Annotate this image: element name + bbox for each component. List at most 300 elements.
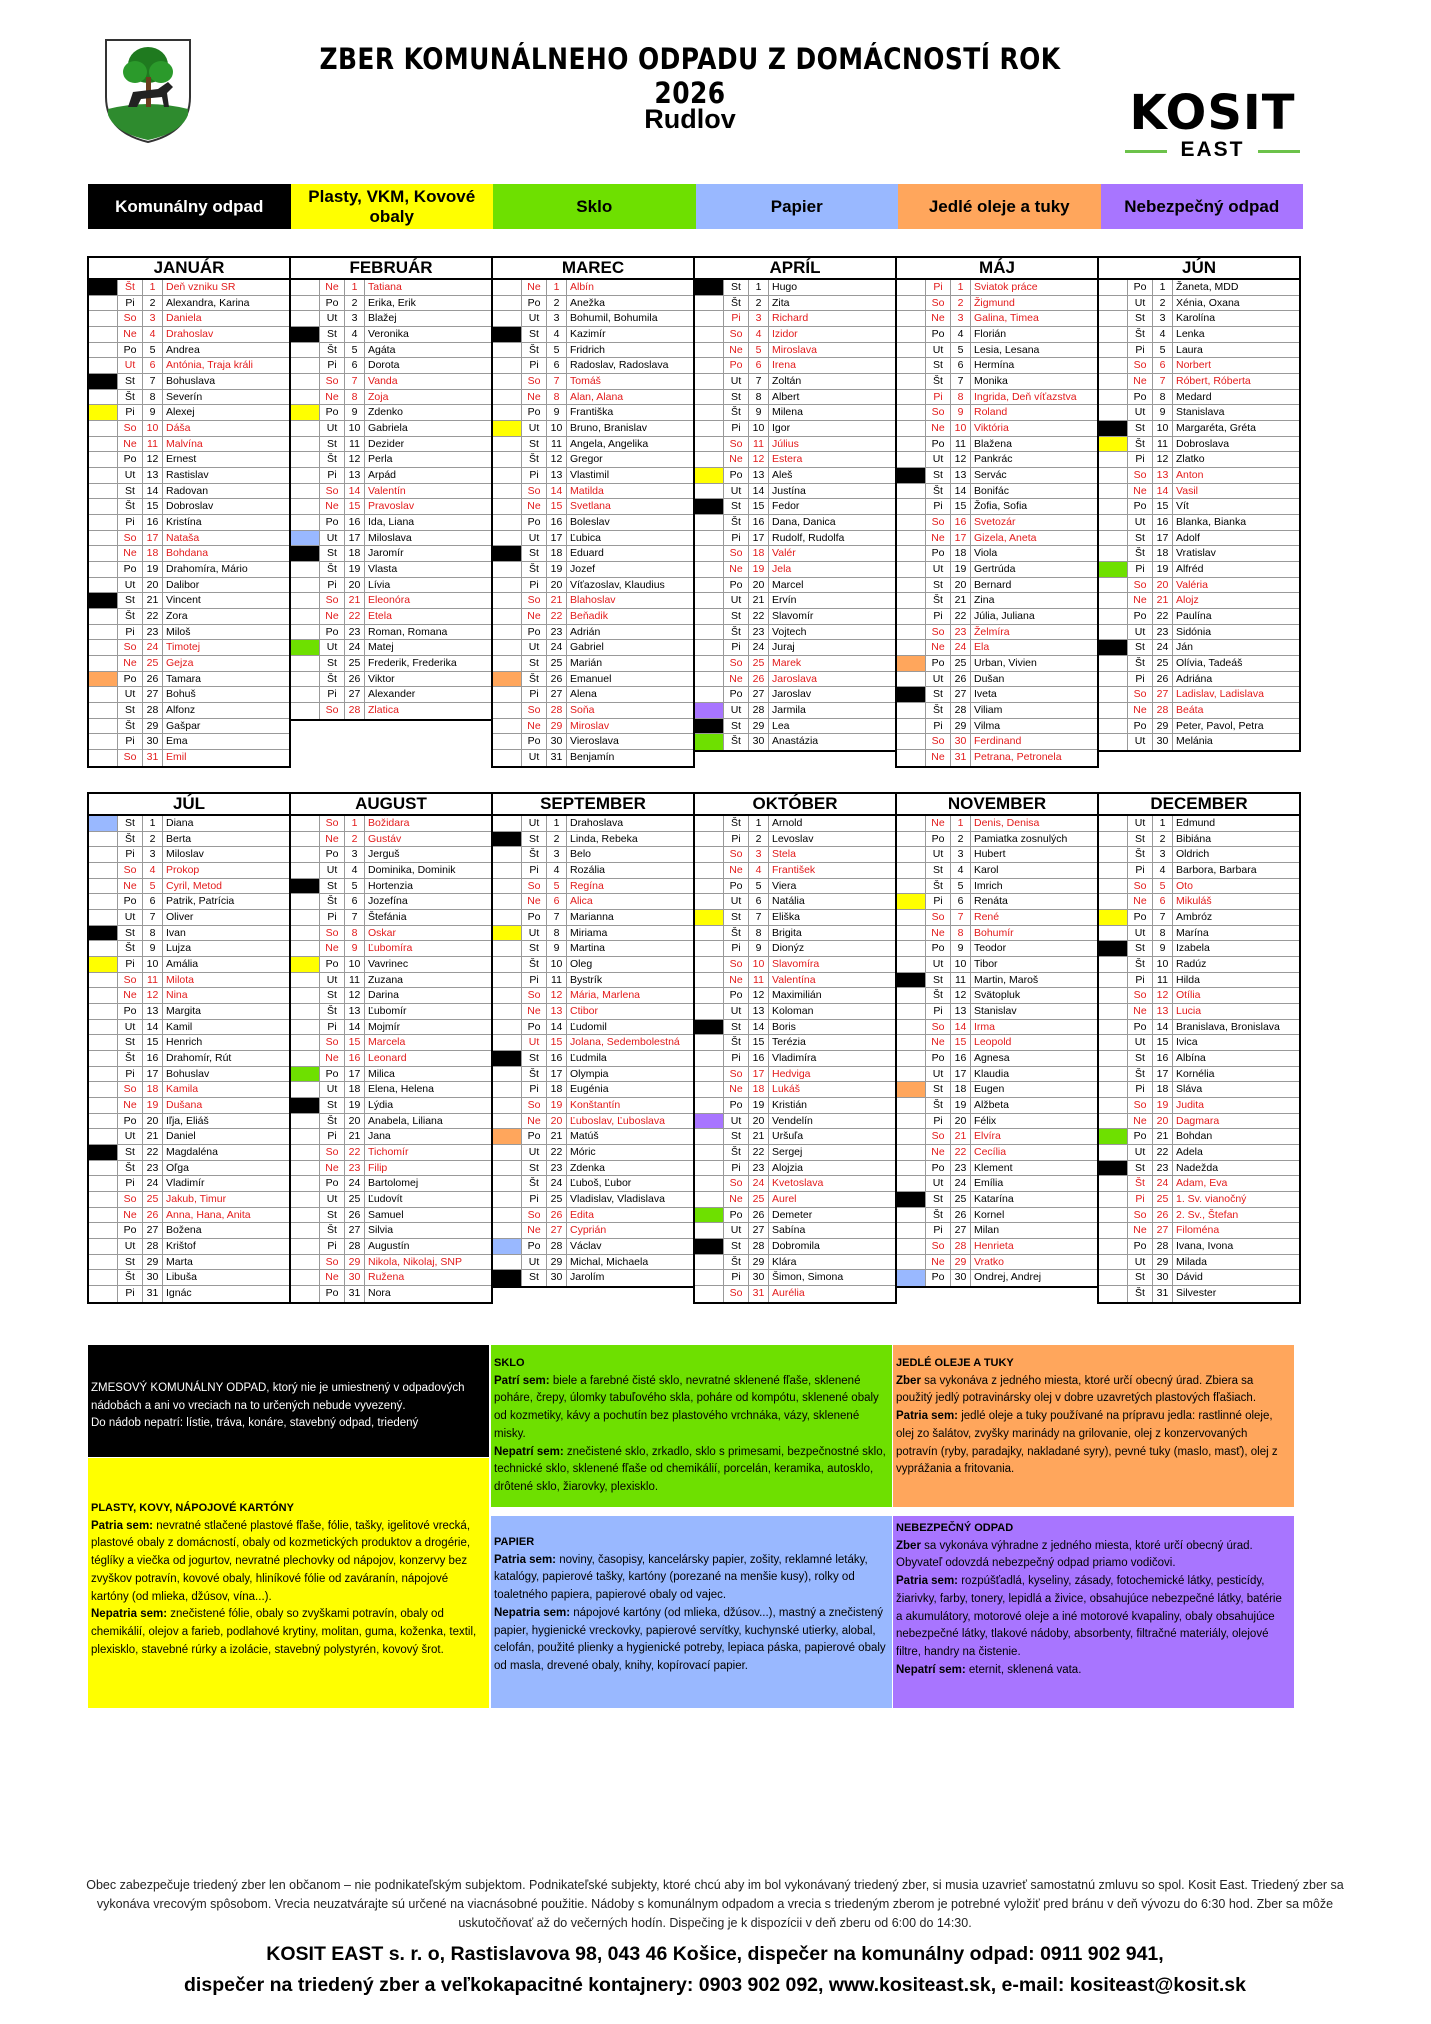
name-day: Milota <box>166 973 195 986</box>
name-day: Milena <box>772 406 803 419</box>
day-number: 31 <box>143 750 163 766</box>
name-day: Servác <box>974 469 1007 482</box>
day-row <box>1099 578 1299 594</box>
collection-marker <box>493 816 521 831</box>
day-number: 13 <box>1153 1004 1173 1019</box>
weekday: So <box>723 847 749 862</box>
weekday: Ne <box>1127 374 1153 389</box>
collection-marker <box>897 832 925 847</box>
collection-marker <box>1099 625 1127 640</box>
weekday: So <box>117 421 143 436</box>
weekday: Po <box>117 343 143 358</box>
day-number: 24 <box>345 640 365 655</box>
collection-marker <box>291 1020 319 1035</box>
day-number: 26 <box>951 672 971 687</box>
collection-marker <box>897 1020 925 1035</box>
day-row <box>89 1208 289 1224</box>
day-number: 17 <box>1153 1067 1173 1082</box>
name-day: Teodor <box>974 942 1007 955</box>
collection-marker <box>291 1208 319 1223</box>
collection-marker <box>493 1161 521 1176</box>
day-number: 17 <box>951 1067 971 1082</box>
collection-marker <box>493 1020 521 1035</box>
day-row <box>695 1270 895 1286</box>
legend-sklo: Sklo <box>493 184 696 229</box>
weekday: Pi <box>723 832 749 847</box>
collection-marker <box>1099 973 1127 988</box>
name-day: Nina <box>166 989 188 1002</box>
name-day: Klára <box>772 1255 797 1268</box>
collection-marker <box>493 1145 521 1160</box>
name-day: Dušan <box>974 672 1005 685</box>
day-number: 28 <box>1153 1239 1173 1254</box>
weekday: Po <box>925 1270 951 1286</box>
collection-marker <box>1099 515 1127 530</box>
collection-marker <box>695 1114 723 1129</box>
day-row <box>291 1270 491 1286</box>
collection-marker <box>89 437 117 452</box>
day-row <box>291 1145 491 1161</box>
collection-marker <box>291 327 319 342</box>
info-nebezpecny-nepatri <box>896 1662 1288 1680</box>
name-day: Jozef <box>570 563 596 576</box>
name-day: Ľuboslav, Ľuboslava <box>570 1114 665 1127</box>
weekday: Pi <box>521 1082 547 1097</box>
weekday: Št <box>521 1176 547 1191</box>
info-nebezpecny-n-label: Patria sem: <box>896 1575 959 1588</box>
weekday: Ut <box>319 311 345 326</box>
weekday: Ut <box>723 894 749 909</box>
weekday: Ne <box>723 672 749 687</box>
name-day: Matúš <box>570 1130 599 1143</box>
name-day: Gizela, Aneta <box>974 531 1037 544</box>
weekday: Ut <box>319 640 345 655</box>
day-row <box>291 515 491 531</box>
day-number: 17 <box>951 531 971 546</box>
day-number: 28 <box>345 703 365 719</box>
name-day: Miroslav <box>570 719 610 732</box>
day-row <box>1099 327 1299 343</box>
day-number: 19 <box>345 1098 365 1113</box>
name-day: Valentín <box>368 484 406 497</box>
day-number: 25 <box>1153 656 1173 671</box>
day-number: 16 <box>951 515 971 530</box>
day-number: 5 <box>749 343 769 358</box>
name-day: Izidor <box>772 328 798 341</box>
day-number: 19 <box>749 1098 769 1113</box>
day-row <box>695 973 895 989</box>
day-row <box>493 1020 693 1036</box>
day-number: 29 <box>547 719 567 734</box>
day-row <box>493 719 693 735</box>
day-row <box>695 1192 895 1208</box>
weekday: So <box>319 1035 345 1050</box>
weekday: Ne <box>1127 1004 1153 1019</box>
weekday: Št <box>723 734 749 750</box>
name-day: Sabína <box>772 1224 806 1237</box>
logo-sub-text: EAST <box>1180 138 1245 161</box>
day-row <box>695 437 895 453</box>
weekday: St <box>1127 531 1153 546</box>
collection-marker <box>1099 1004 1127 1019</box>
weekday: Ne <box>723 562 749 577</box>
day-number: 11 <box>345 973 365 988</box>
name-day: Blanka, Bianka <box>1176 516 1247 529</box>
info-oleje-p-label: Zber <box>896 1374 921 1387</box>
collection-marker <box>493 531 521 546</box>
name-day: Eleonóra <box>368 594 411 607</box>
weekday: Pi <box>1127 343 1153 358</box>
day-row <box>1099 280 1299 296</box>
weekday: St <box>723 280 749 295</box>
weekday: Pi <box>925 390 951 405</box>
name-day: Dobroslava <box>1176 437 1230 450</box>
collection-marker <box>897 405 925 420</box>
day-row <box>493 515 693 531</box>
day-row <box>897 1208 1097 1224</box>
weekday: Ne <box>1127 1223 1153 1238</box>
collection-marker <box>897 863 925 878</box>
collection-marker <box>89 1129 117 1144</box>
day-row <box>897 1145 1097 1161</box>
name-day: Vladislav, Vladislava <box>570 1193 665 1206</box>
weekday: Pi <box>117 847 143 862</box>
collection-marker <box>1099 405 1127 420</box>
weekday: St <box>1127 1051 1153 1066</box>
weekday: So <box>723 327 749 342</box>
collection-marker <box>897 484 925 499</box>
collection-marker <box>89 578 117 593</box>
weekday: St <box>925 578 951 593</box>
name-day: Barbora, Barbara <box>1176 864 1257 877</box>
day-number: 27 <box>951 687 971 702</box>
collection-marker <box>695 405 723 420</box>
day-number: 27 <box>749 1223 769 1238</box>
day-row <box>291 863 491 879</box>
name-day: Aurélia <box>772 1287 805 1300</box>
weekday: St <box>723 1239 749 1254</box>
day-number: 8 <box>143 390 163 405</box>
collection-marker <box>897 452 925 467</box>
day-row <box>1099 1176 1299 1192</box>
name-day: Hilda <box>1176 973 1200 986</box>
name-day: Vincent <box>166 594 201 607</box>
day-number: 20 <box>547 578 567 593</box>
name-day: Milada <box>1176 1255 1207 1268</box>
collection-marker <box>291 484 319 499</box>
weekday: Št <box>925 484 951 499</box>
weekday: So <box>1127 879 1153 894</box>
name-day: Zoltán <box>772 375 802 388</box>
name-day: Ondrej, Andrej <box>974 1271 1042 1284</box>
day-row <box>493 405 693 421</box>
day-number: 9 <box>345 405 365 420</box>
weekday: Po <box>521 1020 547 1035</box>
day-number: 15 <box>143 1035 163 1050</box>
collection-marker <box>493 358 521 373</box>
weekday: St <box>723 609 749 624</box>
collection-marker <box>89 672 117 687</box>
weekday: So <box>117 863 143 878</box>
weekday: Št <box>117 1270 143 1285</box>
weekday: Št <box>723 625 749 640</box>
weekday: Po <box>521 910 547 925</box>
weekday: Ut <box>925 562 951 577</box>
collection-marker <box>493 672 521 687</box>
weekday: St <box>319 546 345 561</box>
weekday: Ne <box>319 941 345 956</box>
day-row <box>1099 973 1299 989</box>
day-number: 15 <box>1153 499 1173 514</box>
weekday: Pi <box>1127 973 1153 988</box>
weekday: St <box>1127 311 1153 326</box>
day-number: 13 <box>951 468 971 483</box>
name-day: Marína <box>1176 926 1209 939</box>
day-row <box>493 1098 693 1114</box>
day-row <box>291 625 491 641</box>
weekday: Po <box>723 358 749 373</box>
day-row <box>89 546 289 562</box>
day-row <box>897 734 1097 750</box>
day-number: 11 <box>547 437 567 452</box>
day-row <box>291 1161 491 1177</box>
day-row <box>493 609 693 625</box>
weekday: St <box>925 358 951 373</box>
collection-marker <box>1099 941 1127 956</box>
day-row <box>89 1020 289 1036</box>
collection-marker <box>897 296 925 311</box>
day-row <box>291 280 491 296</box>
collection-marker <box>493 546 521 561</box>
collection-marker <box>493 687 521 702</box>
name-day: Dezider <box>368 437 405 450</box>
day-row <box>291 343 491 359</box>
day-number: 6 <box>143 894 163 909</box>
day-number: 2 <box>951 832 971 847</box>
name-day: Vladimír <box>166 1177 205 1190</box>
day-number: 22 <box>1153 1145 1173 1160</box>
weekday: Pi <box>925 894 951 909</box>
weekday: Po <box>1127 609 1153 624</box>
day-row <box>695 421 895 437</box>
weekday: Št <box>1127 847 1153 862</box>
day-row <box>897 847 1097 863</box>
day-row <box>493 1035 693 1051</box>
name-day: Bohuš <box>166 688 196 701</box>
day-number: 26 <box>749 1208 769 1223</box>
name-day: Denis, Denisa <box>974 817 1040 829</box>
weekday: Št <box>925 1098 951 1113</box>
month-name: OKTÓBER <box>695 794 895 816</box>
name-day: Emil <box>166 751 187 764</box>
day-number: 25 <box>951 656 971 671</box>
day-number: 14 <box>1153 1020 1173 1035</box>
weekday: Ut <box>1127 734 1153 750</box>
day-number: 11 <box>749 437 769 452</box>
name-day: Zita <box>772 296 790 309</box>
weekday: So <box>117 1082 143 1097</box>
collection-marker <box>89 941 117 956</box>
name-day: Bohuslava <box>166 375 216 388</box>
weekday: So <box>521 1098 547 1113</box>
weekday: Pi <box>925 719 951 734</box>
weekday: Ut <box>723 1004 749 1019</box>
day-number: 7 <box>749 910 769 925</box>
day-number: 3 <box>345 311 365 326</box>
weekday: Ne <box>723 452 749 467</box>
collection-marker <box>291 941 319 956</box>
name-day: Anabela, Liliana <box>368 1114 443 1127</box>
collection-marker <box>291 656 319 671</box>
day-row <box>1099 390 1299 406</box>
day-row <box>695 546 895 562</box>
collection-marker <box>493 1129 521 1144</box>
name-day: Ivica <box>1176 1036 1198 1049</box>
day-number: 4 <box>951 327 971 342</box>
weekday: Št <box>925 374 951 389</box>
weekday: Ne <box>117 437 143 452</box>
weekday: Ne <box>925 750 951 766</box>
day-number: 2 <box>143 296 163 311</box>
name-day: Marek <box>772 657 802 670</box>
name-day: Alan, Alana <box>570 390 624 403</box>
weekday: Št <box>925 879 951 894</box>
name-day: Oskar <box>368 926 397 939</box>
weekday: Po <box>117 1004 143 1019</box>
day-row <box>493 499 693 515</box>
collection-marker <box>291 311 319 326</box>
day-number: 6 <box>1153 358 1173 373</box>
weekday: St <box>319 1208 345 1223</box>
weekday: So <box>1127 358 1153 373</box>
weekday: Ne <box>1127 593 1153 608</box>
collection-marker <box>1099 593 1127 608</box>
day-row <box>291 452 491 468</box>
collection-marker <box>89 1082 117 1097</box>
day-number: 1 <box>1153 816 1173 831</box>
name-day: Blažena <box>974 437 1012 450</box>
weekday: Ut <box>521 926 547 941</box>
name-day: Dobroslav <box>166 500 214 513</box>
collection-marker <box>1099 1082 1127 1097</box>
collection-marker <box>1099 816 1127 831</box>
day-number: 27 <box>345 687 365 702</box>
weekday: So <box>521 1208 547 1223</box>
collection-marker <box>1099 296 1127 311</box>
weekday: St <box>1127 421 1153 436</box>
day-row <box>897 1176 1097 1192</box>
name-day: Igor <box>772 422 791 435</box>
day-row <box>493 578 693 594</box>
weekday: Št <box>1127 546 1153 561</box>
collection-marker <box>1099 452 1127 467</box>
name-day: Adrián <box>570 625 601 638</box>
weekday: St <box>117 374 143 389</box>
day-row <box>291 894 491 910</box>
day-number: 14 <box>547 1020 567 1035</box>
weekday: Ut <box>1127 405 1153 420</box>
day-row <box>1099 609 1299 625</box>
name-day: Dana, Danica <box>772 516 836 529</box>
month-name: AUGUST <box>291 794 491 816</box>
day-number: 3 <box>547 311 567 326</box>
weekday: Pi <box>723 941 749 956</box>
day-row <box>1099 499 1299 515</box>
info-sklo-n-label: Nepatrí sem: <box>494 1445 564 1458</box>
name-day: Vilma <box>974 719 1001 732</box>
day-row <box>89 879 289 895</box>
name-day: Vlastimil <box>570 469 610 482</box>
weekday: Po <box>1127 1239 1153 1254</box>
day-row <box>291 832 491 848</box>
day-row <box>89 484 289 500</box>
collection-marker <box>291 546 319 561</box>
day-number: 15 <box>951 1035 971 1050</box>
collection-marker <box>291 988 319 1003</box>
name-day: Aleš <box>772 469 793 482</box>
info-nebezpecny-patria <box>896 1573 1288 1662</box>
name-day: Demeter <box>772 1208 813 1221</box>
weekday: So <box>925 1129 951 1144</box>
collection-marker <box>89 1145 117 1160</box>
collection-marker <box>695 957 723 972</box>
day-number: 13 <box>143 468 163 483</box>
collection-marker <box>493 311 521 326</box>
collection-marker <box>89 358 117 373</box>
name-day: Leopold <box>974 1036 1012 1049</box>
day-number: 1 <box>345 280 365 295</box>
info-oleje-n-text: jedlé oleje a tuky používané na prípravu jedla: rastlinné oleje, olej zo šalátov, zvyšky marinády na grilovanie, olej z konzervovaných potravín (ryby, paradajky, nakladané syry), pevné tuky (maslo, masť), olej z vyprážania a fritovania. <box>896 1410 1278 1476</box>
name-day: Svätopluk <box>974 989 1021 1002</box>
collection-marker <box>291 1223 319 1238</box>
weekday: Št <box>319 343 345 358</box>
day-number: 3 <box>143 311 163 326</box>
day-number: 16 <box>547 1051 567 1066</box>
name-day: Filoména <box>1176 1224 1220 1237</box>
day-number: 30 <box>143 734 163 749</box>
info-komunal <box>88 1345 489 1457</box>
collection-marker <box>897 343 925 358</box>
weekday: Po <box>925 546 951 561</box>
day-row <box>89 1223 289 1239</box>
day-number: 12 <box>951 452 971 467</box>
day-number: 2 <box>547 296 567 311</box>
day-number: 12 <box>547 988 567 1003</box>
name-day: Alfréd <box>1176 563 1204 576</box>
day-number: 18 <box>951 546 971 561</box>
day-row <box>1099 1035 1299 1051</box>
day-number: 6 <box>951 358 971 373</box>
name-day: Miloslava <box>368 531 412 544</box>
day-number: 6 <box>1153 894 1173 909</box>
collection-marker <box>291 926 319 941</box>
day-number: 27 <box>749 687 769 702</box>
day-number: 21 <box>345 1129 365 1144</box>
name-day: Marianna <box>570 911 614 924</box>
name-day: Dagmara <box>1176 1114 1220 1127</box>
collection-marker <box>291 816 319 831</box>
day-number: 31 <box>749 1286 769 1302</box>
day-number: 4 <box>951 863 971 878</box>
weekday: Po <box>925 1161 951 1176</box>
day-number: 2 <box>749 296 769 311</box>
name-day: Lea <box>772 719 790 732</box>
day-number: 19 <box>951 1098 971 1113</box>
collection-marker <box>493 390 521 405</box>
name-day: Alojzia <box>772 1161 803 1174</box>
collection-marker <box>89 625 117 640</box>
weekday: So <box>319 484 345 499</box>
